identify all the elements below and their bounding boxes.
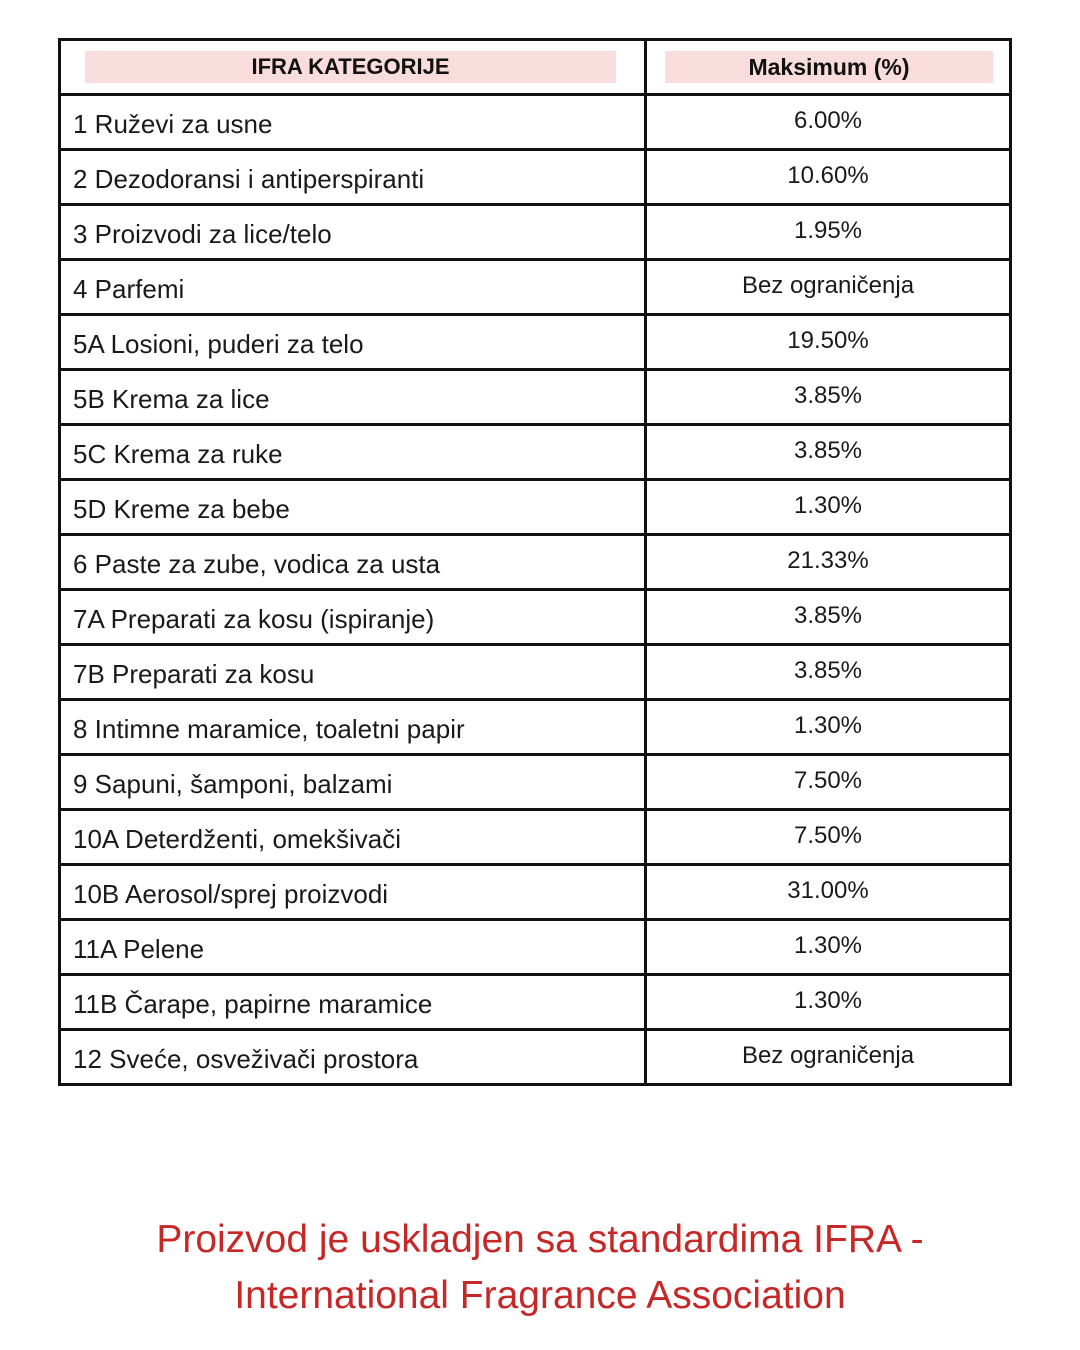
maximum-cell: 21.33%	[646, 535, 1011, 590]
table-row	[60, 535, 1011, 590]
table-row	[60, 95, 1011, 150]
maximum-cell: 3.85%	[646, 425, 1011, 480]
maximum-cell: 7.50%	[646, 810, 1011, 865]
maximum-cell: 19.50%	[646, 315, 1011, 370]
category-cell: 5D Kreme za bebe	[60, 480, 646, 535]
category-cell: 1 Ruževi za usne	[60, 95, 646, 150]
table-row	[60, 150, 1011, 205]
category-cell: 11A Pelene	[60, 920, 646, 975]
maximum-cell: 3.85%	[646, 645, 1011, 700]
maximum-cell: 1.30%	[646, 975, 1011, 1030]
table-row	[60, 755, 1011, 810]
compliance-note-line-2: International Fragrance Association	[234, 1274, 846, 1317]
category-cell: 8 Intimne maramice, toaletni papir	[60, 700, 646, 755]
maximum-cell: 31.00%	[646, 865, 1011, 920]
table-row	[60, 205, 1011, 260]
maximum-cell: 10.60%	[646, 150, 1011, 205]
table-row	[60, 810, 1011, 865]
category-cell: 3 Proizvodi za lice/telo	[60, 205, 646, 260]
category-cell: 6 Paste za zube, vodica za usta	[60, 535, 646, 590]
table-header-row	[60, 40, 1011, 95]
category-cell: 7B Preparati za kosu	[60, 645, 646, 700]
category-cell: 12 Sveće, osveživači prostora	[60, 1030, 646, 1085]
table-row	[60, 700, 1011, 755]
maximum-cell: Bez ograničenja	[646, 1030, 1011, 1085]
table-body	[60, 95, 1011, 1085]
maximum-column-header	[646, 40, 1011, 95]
category-column-header	[60, 40, 646, 95]
ifra-table	[58, 38, 1012, 1086]
maximum-cell: 6.00%	[646, 95, 1011, 150]
category-cell: 5A Losioni, puderi za telo	[60, 315, 646, 370]
maximum-cell: 1.95%	[646, 205, 1011, 260]
table-row	[60, 480, 1011, 535]
category-cell: 5C Krema za ruke	[60, 425, 646, 480]
maximum-cell: 7.50%	[646, 755, 1011, 810]
table-row	[60, 865, 1011, 920]
maximum-cell: 3.85%	[646, 370, 1011, 425]
category-cell: 9 Sapuni, šamponi, balzami	[60, 755, 646, 810]
table-row	[60, 315, 1011, 370]
maximum-cell: 1.30%	[646, 700, 1011, 755]
category-cell: 7A Preparati za kosu (ispiranje)	[60, 590, 646, 645]
table-row	[60, 975, 1011, 1030]
table-row	[60, 920, 1011, 975]
maximum-cell: 3.85%	[646, 590, 1011, 645]
category-cell: 5B Krema za lice	[60, 370, 646, 425]
table-row	[60, 645, 1011, 700]
maximum-cell: Bez ograničenja	[646, 260, 1011, 315]
table-row	[60, 590, 1011, 645]
category-cell: 2 Dezodoransi i antiperspiranti	[60, 150, 646, 205]
table-row	[60, 1030, 1011, 1085]
maximum-header-label: Maksimum (%)	[665, 51, 993, 83]
compliance-note	[0, 1212, 1080, 1324]
table-row	[60, 260, 1011, 315]
maximum-cell: 1.30%	[646, 920, 1011, 975]
category-cell: 4 Parfemi	[60, 260, 646, 315]
category-cell: 10A Deterdženti, omekšivači	[60, 810, 646, 865]
category-header-label: IFRA KATEGORIJE	[85, 51, 616, 83]
table-row	[60, 370, 1011, 425]
maximum-cell: 1.30%	[646, 480, 1011, 535]
table-row	[60, 425, 1011, 480]
category-cell: 10B Aerosol/sprej proizvodi	[60, 865, 646, 920]
category-cell: 11B Čarape, papirne maramice	[60, 975, 646, 1030]
compliance-note-line-1: Proizvod je uskladjen sa standardima IFRA -	[156, 1218, 924, 1261]
